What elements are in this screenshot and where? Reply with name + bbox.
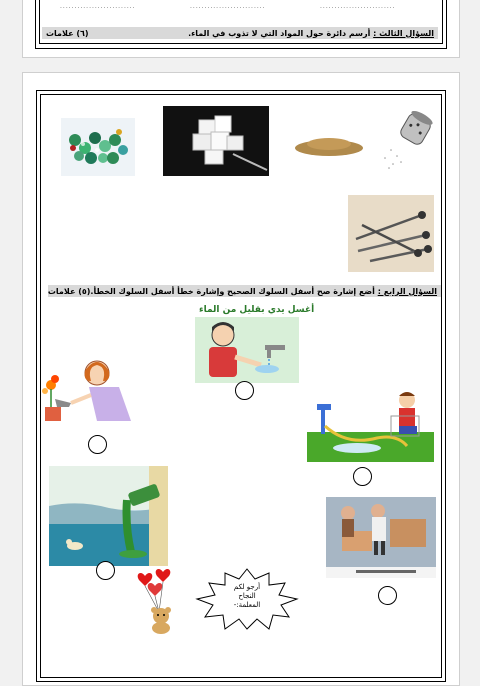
top-page <box>22 0 460 58</box>
sugar-cubes-image <box>163 106 269 176</box>
closing-line-3: المعلمة:- <box>233 601 261 609</box>
top-page-frame <box>35 0 447 49</box>
answer-circle-family-tap[interactable] <box>378 586 397 605</box>
pipe-polluting-water-image <box>49 466 168 566</box>
handwash-image <box>195 317 299 383</box>
question3-label: السؤال الثالث : <box>373 28 434 38</box>
question4-label: السؤال الرابع : <box>377 286 437 296</box>
answer-circle-handwash[interactable] <box>235 381 254 400</box>
closing-message <box>223 583 271 610</box>
question4-marks: (٥) علامات <box>47 286 91 296</box>
question3-bar <box>42 27 438 39</box>
question4-text: أضع إشارة صح أسفل السلوك الصحيح وإشارة خطأ أسفل السلوك الخطأ. <box>90 286 375 296</box>
question3-text: أرسم دائرة حول المواد التي لا تذوب في الماء. <box>188 28 371 38</box>
answer-circle-girl-watering[interactable] <box>88 435 107 454</box>
answer-circle-polluted-water[interactable] <box>96 561 115 580</box>
family-water-tap-image <box>326 497 436 578</box>
answer-line: .......................... <box>60 3 136 10</box>
top-page-inner-frame <box>39 0 443 44</box>
closing-line-2: النجاح <box>238 592 256 600</box>
answer-line: .......................... <box>320 3 396 10</box>
answer-circle-boy-hose[interactable] <box>353 467 372 486</box>
handwash-caption: أغسل يدي بقليل من الماء <box>199 305 315 315</box>
question4-bar <box>48 285 441 297</box>
nails-image <box>348 195 434 272</box>
closing-line-1: أرجو لكم <box>233 583 261 591</box>
question3-marks: (٦) علامات <box>46 28 89 38</box>
teddy-bear-balloons-image <box>135 568 183 634</box>
girl-watering-flowers-image <box>41 351 137 437</box>
boy-hose-wasting-water-image <box>307 386 434 462</box>
answer-line: .......................... <box>190 3 266 10</box>
sand-and-salt-image <box>293 110 438 176</box>
main-page <box>22 72 460 686</box>
marbles-image <box>61 118 135 176</box>
